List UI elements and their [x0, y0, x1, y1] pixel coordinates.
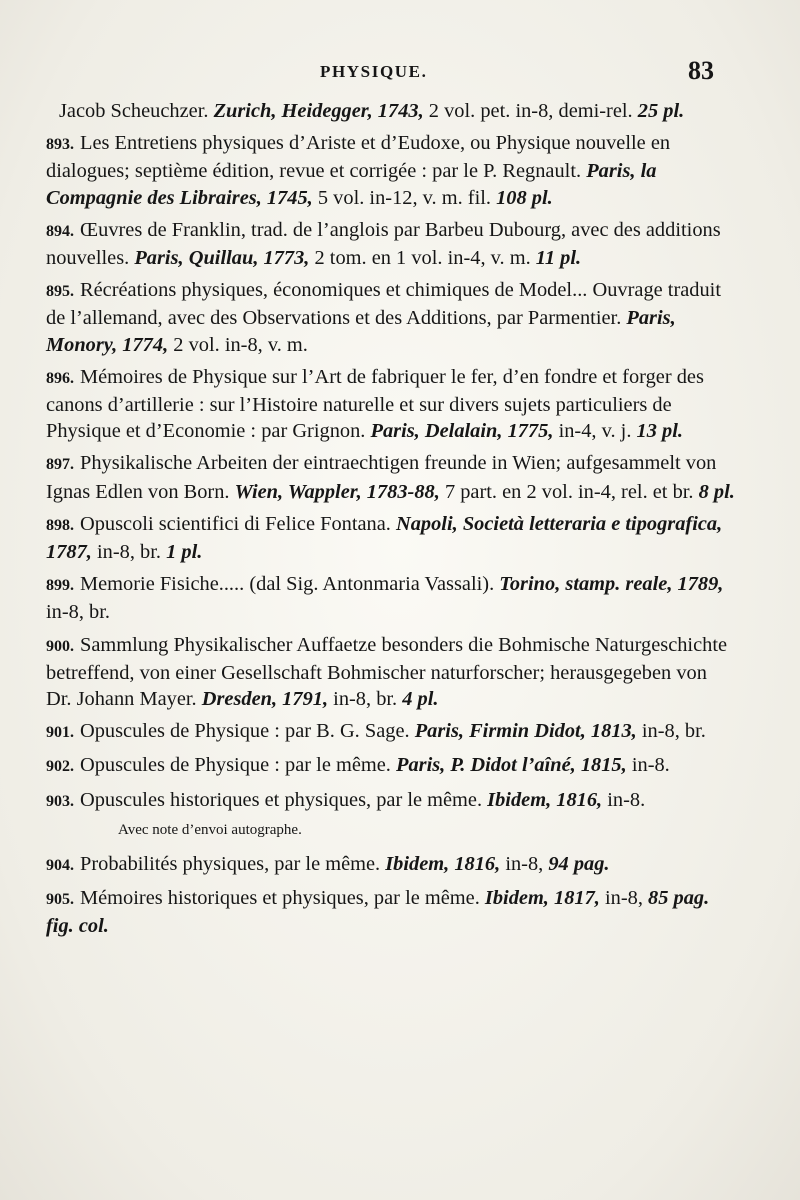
entry-text: Physikalische Arbeiten der eintraechtigen freunde in Wien; aufgesammelt von Ignas Edlen von Born.	[46, 452, 717, 503]
entry-text: Opuscules de Physique : par le même.	[80, 754, 396, 777]
entry-details: in-8.	[626, 754, 670, 777]
entry-imprint: Paris, Firmin Didot, 1813,	[414, 720, 637, 743]
entry-price: 11 pl.	[535, 247, 582, 270]
catalogue-entry	[46, 718, 736, 746]
entry-details: in-8, br.	[46, 601, 110, 624]
entry-details: in-8, br.	[91, 541, 167, 564]
entry-details: in-8, br.	[328, 688, 403, 711]
entry-text: Jacob Scheuchzer.	[59, 100, 214, 122]
entry-number: 895.	[46, 283, 74, 301]
entry-imprint: Paris, Quillau, 1773,	[134, 247, 310, 270]
entry-price: 13 pl.	[636, 420, 683, 443]
entry-details: in-8, br.	[636, 720, 706, 743]
running-title: PHYSIQUE.	[320, 62, 428, 81]
entry-imprint: Dresden, 1791,	[201, 688, 329, 711]
entry-text: Les Entretiens physiques d’Ariste et d’Eudoxe, ou Physique nouvelle en dialogues; septième édition, revue et corrigée : par le P. Regnault.	[46, 132, 671, 183]
catalogue-body	[46, 98, 736, 946]
entry-details: 2 vol. in-8, v. m.	[168, 333, 308, 356]
entry-number: 900.	[46, 637, 74, 655]
entry-price: 8 pl.	[698, 480, 735, 503]
catalogue-entry	[46, 130, 736, 211]
entry-number: 897.	[46, 456, 74, 474]
entry-number: 896.	[46, 369, 74, 387]
entry-number: 893.	[46, 136, 74, 154]
catalogue-entry	[46, 217, 736, 271]
entry-details: in-8,	[500, 853, 549, 876]
entry-price: 1 pl.	[166, 541, 203, 564]
entry-number: 894.	[46, 222, 74, 240]
entry-number: 905.	[46, 891, 74, 909]
entry-text: Œuvres de Franklin, trad. de l’anglois par Barbeu Dubourg, avec des additions nouvelles.	[46, 218, 721, 270]
catalogue-entry	[46, 752, 736, 780]
entry-note: Avec note d’envoi autographe.	[118, 821, 302, 838]
entry-number: 903.	[46, 792, 74, 810]
entry-text: Opuscoli scientifici di Felice Fontana.	[80, 512, 396, 535]
entry-text: Mémoires historiques et physiques, par le même.	[80, 887, 485, 910]
entry-text: Opuscules de Physique : par B. G. Sage.	[80, 720, 415, 743]
catalogue-entry	[46, 571, 736, 625]
entry-number: 898.	[46, 516, 74, 534]
entry-imprint: Wien, Wappler, 1783-88,	[234, 480, 440, 503]
entry-number: 904.	[46, 857, 74, 875]
page-number: 83	[688, 56, 714, 85]
entry-details: 7 part. en 2 vol. in-4, rel. et br.	[439, 480, 699, 503]
catalogue-entry	[46, 632, 736, 713]
entry-imprint: Ibidem, 1817,	[484, 887, 600, 910]
entry-price: 108 pl.	[496, 186, 553, 209]
entry-details: 2 tom. en 1 vol. in-4, v. m.	[309, 247, 536, 270]
catalogue-entry	[46, 885, 736, 939]
entry-text: Probabilités physiques, par le même.	[80, 853, 386, 876]
entry-text: Memorie Fisiche..... (dal Sig. Antonmaria Vassali).	[80, 573, 500, 596]
catalogue-entry	[46, 450, 736, 504]
entry-price: 25 pl.	[637, 100, 685, 122]
entry-number: 899.	[46, 577, 74, 595]
entry-imprint: Paris, la Compagnie des Libraires, 1745,	[46, 160, 657, 209]
entry-number: 901.	[46, 724, 74, 742]
entry-details: 5 vol. in-12, v. m. fil.	[312, 186, 497, 209]
entry-imprint: Paris, Monory, 1774,	[46, 307, 676, 356]
entry-imprint: Napoli, Società letteraria e tipografica, 1787,	[46, 512, 723, 564]
entry-details: 2 vol. pet. in-8, demi-rel.	[423, 100, 638, 122]
entry-imprint: Zurich, Heidegger, 1743,	[213, 100, 424, 122]
catalogue-entry	[46, 787, 736, 815]
entry-number: 902.	[46, 758, 74, 776]
catalogue-entry	[46, 511, 736, 565]
catalogue-entry	[46, 277, 736, 358]
entry-text: Sammlung Physikalischer Auffaetze besonders die Bohmische Naturgeschichte betreffend, von einer Gesellschaft Bohmischer naturforscher; herausgegeben von Dr. Johann Mayer.	[46, 633, 728, 711]
catalogue-entry	[46, 364, 736, 445]
entry-price: 4 pl.	[402, 688, 439, 711]
entry-details: in-4, v. j.	[553, 420, 637, 443]
entry-details: in-8,	[599, 887, 649, 910]
entry-details: in-8.	[602, 788, 646, 811]
entry-text: Mémoires de Physique sur l’Art de fabriquer le fer, d’en fondre et forger des canons d’artillerie : sur l’Histoire naturelle et sur divers sujets particuliers de Physique et d’Economie : par Grignon.	[46, 365, 704, 443]
entry-imprint: Torino, stamp. reale, 1789,	[499, 573, 724, 596]
entry-imprint: Ibidem, 1816,	[487, 788, 603, 811]
entry-text: Récréations physiques, économiques et chimiques de Model... Ouvrage traduit de l’allemand, avec des Observations et des Additions, par Parmentier.	[46, 279, 722, 330]
entry-price: 85 pag. fig. col.	[46, 887, 710, 938]
catalogue-entry	[46, 851, 736, 879]
entry-imprint: Ibidem, 1816,	[385, 853, 501, 876]
entry-imprint: Paris, Delalain, 1775,	[370, 420, 554, 443]
page-header	[0, 56, 800, 92]
entry-text: Opuscules historiques et physiques, par le même.	[80, 788, 488, 811]
catalogue-entry	[46, 98, 736, 124]
entry-imprint: Paris, P. Didot l’aîné, 1815,	[396, 754, 627, 777]
entry-price: 94 pag.	[548, 853, 610, 876]
